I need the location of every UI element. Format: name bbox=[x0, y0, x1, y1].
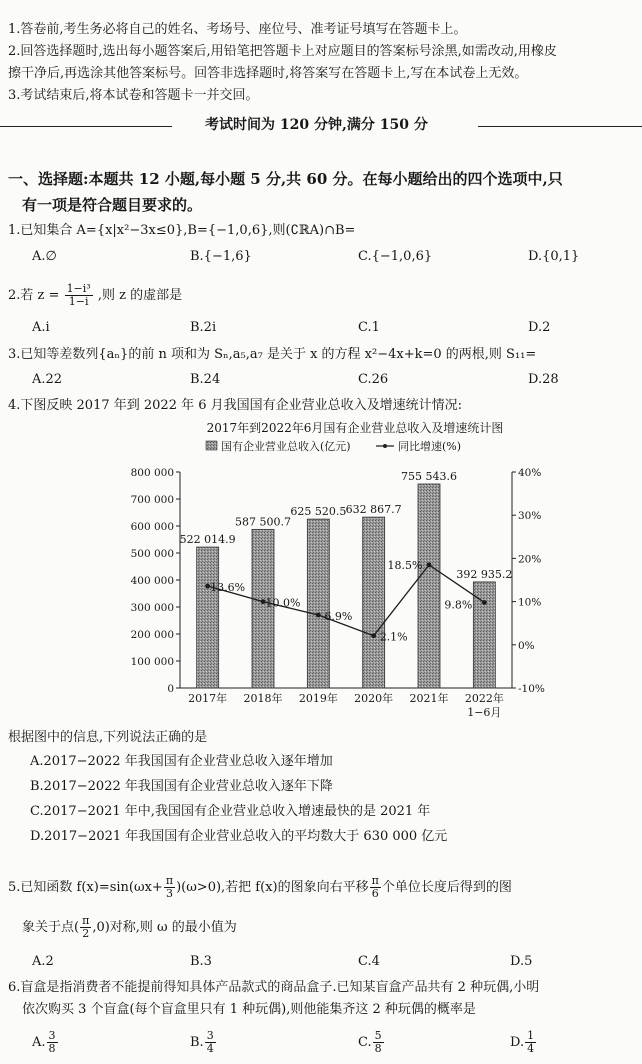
q6-line-2: 依次购买 3 个盲盒(每个盲盒里只有 1 种玩偶),则他能集齐这 2 种玩偶的概率是 bbox=[22, 1002, 476, 1017]
q3-options bbox=[0, 372, 642, 390]
q5-prefix: 5.已知函数 f(x)=sin(ωx+ bbox=[8, 880, 163, 895]
notice-line-2b: 擦干净后,再选涂其他答案标号。回答非选择题时,将答案写在答题卡上,写在本试卷上无效。 bbox=[8, 66, 528, 81]
section-heading-2: 有一项是符合题目要求的。 bbox=[22, 196, 203, 214]
q6-option-c-label: C. bbox=[358, 1035, 372, 1050]
q4-stem: 4.下图反映 2017 年到 2022 年 6 月我国国有企业营业总收入及增速统计情况: bbox=[8, 398, 463, 413]
q5-line-2 bbox=[22, 914, 237, 942]
growth-point bbox=[482, 600, 487, 605]
q6-option-a-frac bbox=[47, 1030, 58, 1055]
q3-option-d[interactable]: D.28 bbox=[528, 372, 559, 387]
q1-option-b[interactable]: B.{−1,6} bbox=[190, 249, 252, 264]
q6-option-a-den: 8 bbox=[48, 1042, 56, 1055]
q6-options bbox=[0, 1026, 642, 1060]
growth-point bbox=[371, 633, 376, 638]
notice-line-2a: 2.回答选择题时,选出每小题答案后,用铅笔把答题卡上对应题目的答案标号涂黑,如需改动,用橡皮 bbox=[8, 44, 557, 59]
revenue-bar bbox=[197, 547, 219, 688]
q6-option-a-num: 3 bbox=[48, 1029, 56, 1042]
q5-frac-3-den: 2 bbox=[82, 927, 90, 940]
q2-fraction bbox=[65, 283, 93, 308]
q6-option-d[interactable] bbox=[510, 1026, 537, 1060]
q3-stem: 3.已知等差数列{aₙ}的前 n 项和为 Sₙ,a₅,a₇ 是关于 x 的方程 x²−4x+k=0 的两根,则 S₁₁= bbox=[8, 347, 537, 362]
legend-bar-label: 国有企业营业总收入(亿元) bbox=[221, 440, 351, 453]
divider-right bbox=[478, 126, 642, 127]
revenue-bar bbox=[307, 519, 329, 688]
growth-label: 6.9% bbox=[324, 609, 353, 623]
q2-frac-den: 1−i bbox=[68, 295, 89, 308]
revenue-bar-label: 587 500.7 bbox=[235, 515, 291, 529]
q6-option-b-den: 4 bbox=[206, 1042, 214, 1055]
q1-stem: 1.已知集合 A={x|x²−3x≤0},B={−1,0,6},则(∁ℝA)∩B= bbox=[8, 223, 356, 238]
q2-options bbox=[0, 320, 642, 338]
q5-options bbox=[0, 954, 642, 972]
q6-option-d-frac bbox=[525, 1030, 536, 1055]
revenue-bar-label: 632 867.7 bbox=[345, 503, 402, 517]
q6-option-c-frac bbox=[373, 1030, 384, 1055]
left-tick-label: 700 000 bbox=[130, 494, 174, 506]
revenue-bar-label: 392 935.2 bbox=[456, 567, 513, 581]
q1-options bbox=[0, 249, 642, 267]
left-tick-label: 0 bbox=[167, 683, 174, 695]
revenue-bar-label: 755 543.6 bbox=[401, 470, 457, 484]
q6-option-a[interactable] bbox=[32, 1026, 59, 1060]
q5-frac-1-den: 3 bbox=[165, 887, 173, 900]
q2-option-c[interactable]: C.1 bbox=[358, 320, 380, 335]
q5-line-1 bbox=[8, 874, 512, 902]
left-tick-label: 300 000 bbox=[130, 602, 174, 614]
right-tick-label: 40% bbox=[518, 467, 542, 479]
left-tick-label: 800 000 bbox=[130, 467, 174, 479]
chart-legend bbox=[206, 439, 461, 453]
q4-option-d[interactable]: D.2017−2021 年我国国有企业营业总收入的平均数大于 630 000 亿元 bbox=[30, 829, 448, 844]
q4-option-c[interactable]: C.2017−2021 年中,我国国有企业营业总收入增速最快的是 2021 年 bbox=[30, 804, 431, 819]
q3-option-c[interactable]: C.26 bbox=[358, 372, 389, 387]
q5-frac-2 bbox=[370, 875, 381, 900]
revenue-chart bbox=[120, 418, 560, 730]
x-tick-label: 2018年 bbox=[243, 692, 283, 705]
section-heading-1: 一、选择题:本题共 12 小题,每小题 5 分,共 60 分。在每小题给出的四个选项中,只 bbox=[8, 170, 563, 188]
q2-option-b[interactable]: B.2i bbox=[190, 320, 217, 335]
q6-option-c-num: 5 bbox=[374, 1029, 382, 1042]
growth-label: 10.0% bbox=[265, 596, 301, 610]
legend-bar-swatch bbox=[206, 441, 217, 450]
q5-option-d[interactable]: D.5 bbox=[510, 954, 533, 969]
left-tick-label: 500 000 bbox=[130, 548, 174, 560]
q2-suffix: ,则 z 的虚部是 bbox=[97, 288, 183, 303]
left-tick-label: 400 000 bbox=[130, 575, 174, 587]
q6-option-b-label: B. bbox=[190, 1035, 204, 1050]
q1-option-a[interactable]: A.∅ bbox=[32, 249, 57, 264]
q2-stem bbox=[8, 282, 182, 310]
x-tick-sublabel: 1−6月 bbox=[467, 706, 502, 719]
q1-option-c[interactable]: C.{−1,0,6} bbox=[358, 249, 433, 264]
x-tick-label: 2020年 bbox=[354, 692, 394, 705]
q5-suffix: 个单位长度后得到的图 bbox=[381, 880, 512, 895]
left-tick-label: 200 000 bbox=[130, 629, 174, 641]
q2-option-d[interactable]: D.2 bbox=[528, 320, 551, 335]
q6-option-c-den: 8 bbox=[374, 1042, 382, 1055]
q6-option-d-num: 1 bbox=[527, 1029, 535, 1042]
q6-line-1: 6.盲盒是指消费者不能提前得知具体产品款式的商品盒子.已知某盲盒产品共有 2 种玩偶,小明 bbox=[8, 980, 540, 995]
right-tick-label: 0% bbox=[518, 639, 535, 652]
q6-option-a-label: A. bbox=[32, 1035, 46, 1050]
q5-option-b[interactable]: B.3 bbox=[190, 954, 212, 969]
x-tick-labels bbox=[188, 691, 504, 719]
q5-frac-2-num: π bbox=[371, 874, 379, 887]
x-tick-label: 2022年 bbox=[464, 692, 504, 705]
right-tick-label: -10% bbox=[518, 683, 545, 695]
q6-option-b-frac bbox=[205, 1030, 216, 1055]
growth-point bbox=[427, 562, 432, 567]
legend-line-label: 同比增速(%) bbox=[398, 440, 462, 453]
growth-label: 2.1% bbox=[379, 630, 408, 644]
right-tick-label: 30% bbox=[518, 510, 542, 523]
exam-time: 考试时间为 120 分钟,满分 150 分 bbox=[205, 117, 428, 133]
left-tick-label: 600 000 bbox=[130, 521, 174, 533]
q5-option-c[interactable]: C.4 bbox=[358, 954, 380, 969]
right-tick-label: 20% bbox=[518, 553, 542, 566]
left-tick-label: 100 000 bbox=[130, 656, 174, 668]
q6-option-b-num: 3 bbox=[206, 1029, 214, 1042]
x-tick-label: 2017年 bbox=[188, 692, 228, 705]
growth-label: 18.5% bbox=[387, 558, 423, 572]
legend-line-marker bbox=[383, 444, 387, 448]
q5-mid: )(ω>0),若把 f(x)的图象向右平移 bbox=[176, 880, 369, 895]
q4-after-chart: 根据图中的信息,下列说法正确的是 bbox=[8, 730, 208, 745]
q5-frac-1 bbox=[164, 875, 175, 900]
notice-line-1: 1.答卷前,考生务必将自己的姓名、考场号、座位号、准考证号填写在答题卡上。 bbox=[8, 22, 467, 37]
q2-frac-num: 1−i³ bbox=[66, 282, 91, 295]
q5-frac-3 bbox=[80, 915, 91, 940]
q6-option-d-label: D. bbox=[510, 1035, 525, 1050]
left-y-ticks bbox=[131, 467, 180, 695]
q5-line2-prefix: 象关于点( bbox=[22, 920, 80, 935]
q2-option-a[interactable]: A.i bbox=[32, 320, 50, 335]
q1-option-d[interactable]: D.{0,1} bbox=[528, 249, 580, 264]
x-tick-label: 2021年 bbox=[409, 692, 449, 705]
growth-polyline bbox=[208, 565, 485, 636]
revenue-bar bbox=[363, 517, 385, 688]
right-y-ticks bbox=[512, 467, 545, 695]
q6-option-c[interactable] bbox=[358, 1026, 385, 1060]
revenue-bar bbox=[418, 484, 440, 688]
q5-frac-2-den: 6 bbox=[371, 887, 379, 900]
growth-label: 9.8% bbox=[444, 598, 473, 612]
q6-option-b[interactable] bbox=[190, 1026, 217, 1060]
x-tick-label: 2019年 bbox=[298, 692, 338, 705]
revenue-bar-label: 625 520.5 bbox=[290, 505, 347, 519]
q3-option-b[interactable]: B.24 bbox=[190, 372, 221, 387]
revenue-bar-label: 522 014.9 bbox=[179, 533, 236, 547]
revenue-bar-labels bbox=[180, 470, 513, 581]
divider-left bbox=[0, 126, 172, 127]
q4-option-a[interactable]: A.2017−2022 年我国国有企业营业总收入逐年增加 bbox=[30, 754, 333, 769]
q5-frac-3-num: π bbox=[82, 914, 90, 927]
q5-option-a[interactable]: A.2 bbox=[32, 954, 54, 969]
right-tick-label: 10% bbox=[518, 596, 542, 609]
q6-option-d-den: 4 bbox=[527, 1042, 535, 1055]
growth-point bbox=[316, 613, 321, 618]
q3-option-a[interactable]: A.22 bbox=[32, 372, 63, 387]
q4-option-b[interactable]: B.2017−2022 年我国国有企业营业总收入逐年下降 bbox=[30, 779, 333, 794]
growth-label: 13.6% bbox=[210, 581, 246, 595]
q5-line2-suffix: ,0)对称,则 ω 的最小值为 bbox=[92, 920, 237, 935]
chart-title: 2017年到2022年6月国有企业营业总收入及增速统计图 bbox=[206, 421, 504, 435]
q2-prefix: 2.若 z = bbox=[8, 288, 60, 303]
q5-frac-1-num: π bbox=[165, 874, 174, 887]
notice-line-3: 3.考试结束后,将本试卷和答题卡一并交回。 bbox=[8, 88, 259, 103]
